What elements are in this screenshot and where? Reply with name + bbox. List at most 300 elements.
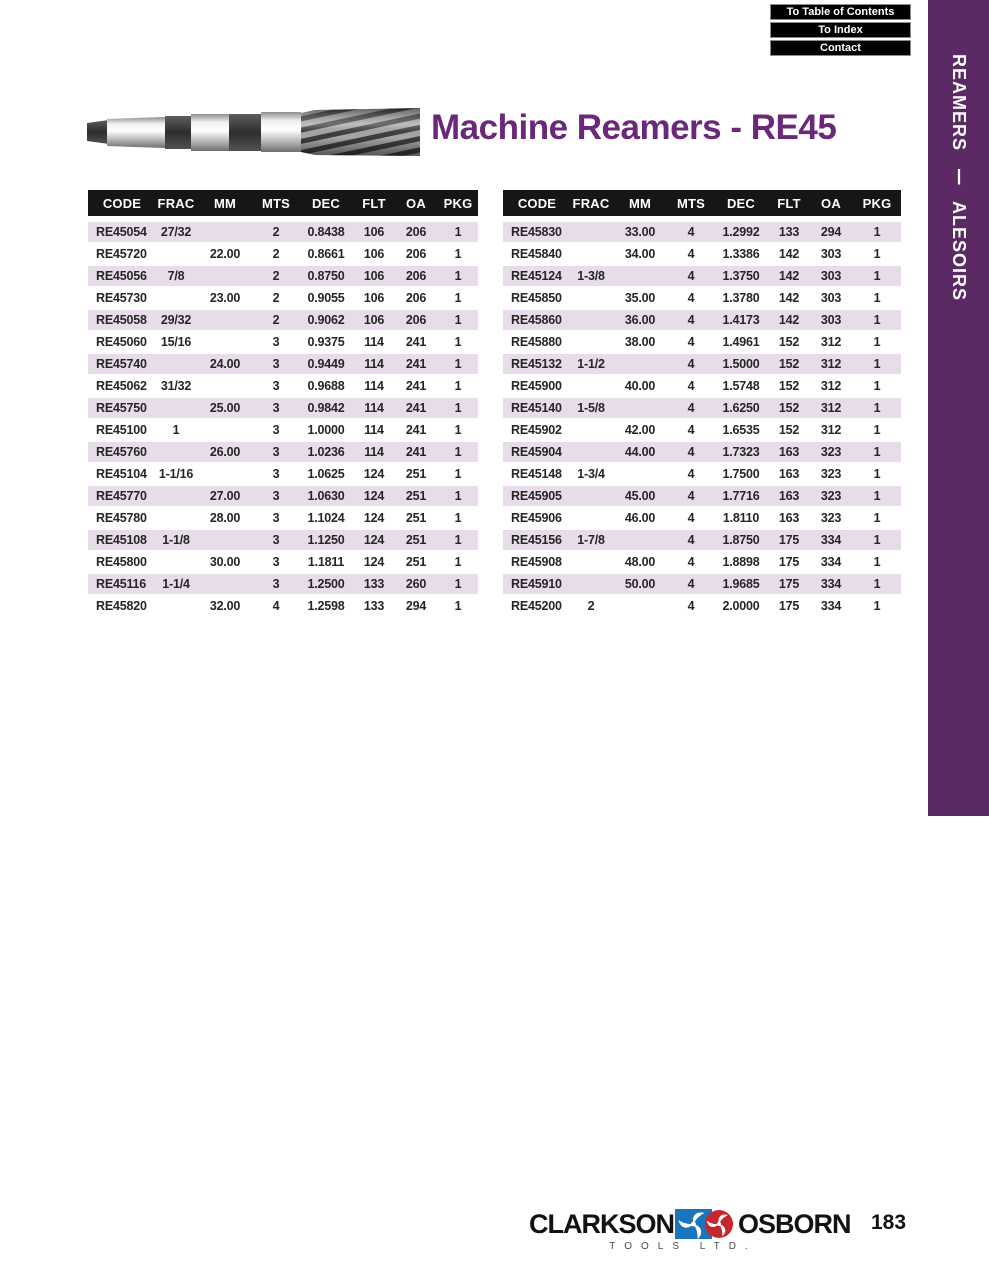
table-cell: 206 [405, 313, 427, 327]
page-title: Machine Reamers - RE45 [431, 108, 837, 147]
table-row [503, 442, 901, 464]
table-cell: 142 [778, 291, 800, 305]
table-row [88, 486, 478, 508]
table-cell: 1.8898 [722, 555, 760, 569]
table-row [88, 266, 478, 288]
table-cell: 323 [820, 511, 842, 525]
table-cell: 106 [363, 225, 385, 239]
table-cell: 2 [272, 269, 280, 283]
table-cell: 4 [687, 247, 695, 261]
table-cell: RE45108 [96, 533, 147, 547]
table-cell: 1.1811 [307, 555, 345, 569]
table-cell: 1.0236 [307, 445, 345, 459]
table-cell: 1 [454, 423, 462, 437]
table-cell: 1.5000 [722, 357, 760, 371]
table-cell: 142 [778, 313, 800, 327]
table-row [503, 332, 901, 354]
reamer-table-right [503, 190, 901, 618]
table-cell: 114 [364, 401, 384, 415]
table-cell: 1 [454, 555, 462, 569]
table-cell: 1 [454, 247, 462, 261]
table-cell: 1 [454, 511, 462, 525]
column-header-flt: FLT [362, 195, 386, 211]
table-cell: 1.4173 [722, 313, 760, 327]
table-cell: 29/32 [160, 313, 192, 327]
table-cell: 334 [820, 555, 842, 569]
table-cell: 312 [820, 379, 842, 393]
table-cell: 114 [364, 445, 384, 459]
table-cell: 152 [778, 379, 800, 393]
table-row [88, 508, 478, 530]
column-header-mts: MTS [676, 195, 706, 211]
table-cell: 4 [687, 401, 695, 415]
table-cell: 1 [873, 489, 881, 503]
table-cell: 142 [778, 247, 800, 261]
table-cell: 1 [454, 291, 462, 305]
table-cell: 0.8750 [307, 269, 345, 283]
table-cell: 26.00 [209, 445, 241, 459]
table-cell: 163 [778, 511, 800, 525]
table-cell: RE45132 [511, 357, 562, 371]
table-cell: 1.1024 [307, 511, 345, 525]
table-cell: 22.00 [209, 247, 241, 261]
table-cell: 4 [687, 489, 695, 503]
table-cell: RE45910 [511, 577, 562, 591]
table-cell: 124 [363, 467, 385, 481]
table-cell: 0.8661 [307, 247, 345, 261]
table-cell: 1.3750 [722, 269, 760, 283]
table-cell: 0.9062 [307, 313, 345, 327]
machine-reamer-photo [85, 106, 420, 158]
table-cell: 175 [778, 533, 800, 547]
table-cell: 1 [873, 555, 881, 569]
table-row [503, 398, 901, 420]
table-cell: 323 [820, 467, 842, 481]
table-row [503, 244, 901, 266]
column-header-pkg: PKG [443, 195, 473, 211]
table-cell: 1 [873, 577, 881, 591]
table-cell: 44.00 [624, 445, 656, 459]
table-row [503, 222, 901, 244]
table-row [503, 420, 901, 442]
table-cell: 1 [873, 599, 881, 613]
column-header-pkg: PKG [862, 195, 892, 211]
table-cell: 175 [778, 577, 800, 591]
table-cell: 142 [778, 269, 800, 283]
table-cell: 1 [873, 225, 881, 239]
to-table-of-contents-button[interactable]: To Table of Contents [770, 4, 911, 20]
table-cell: 251 [405, 533, 427, 547]
table-cell: 3 [272, 555, 280, 569]
table-cell: RE45200 [511, 599, 562, 613]
column-header-frac: FRAC [572, 195, 610, 211]
table-cell: RE45800 [96, 555, 147, 569]
column-header-code: CODE [102, 195, 142, 211]
table-cell: 1.2598 [307, 599, 345, 613]
table-cell: 260 [405, 577, 427, 591]
table-cell: 4 [687, 269, 695, 283]
table-cell: RE45116 [96, 577, 147, 591]
table-cell: 114 [364, 379, 384, 393]
table-cell: RE45840 [511, 247, 562, 261]
table-cell: 106 [363, 291, 385, 305]
table-cell: 206 [405, 291, 427, 305]
page-number: 183 [871, 1211, 907, 1234]
section-label-french: ALESOIRS [949, 201, 969, 302]
table-cell: RE45902 [511, 423, 562, 437]
table-cell: 1 [873, 401, 881, 415]
table-cell: 36.00 [624, 313, 656, 327]
table-cell: 294 [405, 599, 427, 613]
table-cell: 241 [405, 401, 427, 415]
table-cell: 251 [405, 489, 427, 503]
table-header [88, 190, 478, 216]
brand-logo-row [529, 1207, 851, 1241]
table-cell: 175 [778, 599, 800, 613]
table-cell: 42.00 [624, 423, 656, 437]
table-cell: 241 [405, 445, 427, 459]
table-cell: 241 [405, 335, 427, 349]
table-cell: 163 [778, 467, 800, 481]
table-cell: 4 [687, 467, 695, 481]
brand-subtitle: TOOLS LTD. [609, 1241, 757, 1252]
table-cell: 312 [820, 335, 842, 349]
table-cell: 1 [873, 467, 881, 481]
table-cell: 334 [820, 577, 842, 591]
table-cell: RE45054 [96, 225, 147, 239]
table-row [88, 398, 478, 420]
table-cell: 251 [405, 555, 427, 569]
table-cell: 1 [454, 379, 462, 393]
table-cell: 1.0000 [307, 423, 345, 437]
column-header-mts: MTS [261, 195, 291, 211]
table-cell: 4 [687, 357, 695, 371]
table-cell: 38.00 [624, 335, 656, 349]
table-cell: 4 [272, 599, 280, 613]
table-cell: 4 [687, 511, 695, 525]
table-row [88, 354, 478, 376]
table-row [503, 530, 901, 552]
table-cell: 106 [363, 313, 385, 327]
table-cell: 1 [454, 335, 462, 349]
table-cell: 152 [778, 335, 800, 349]
table-cell: 124 [363, 533, 385, 547]
table-row [503, 464, 901, 486]
table-cell: RE45850 [511, 291, 562, 305]
table-cell: RE45860 [511, 313, 562, 327]
table-cell: 1-1/4 [162, 577, 190, 591]
table-cell: 1.0625 [307, 467, 345, 481]
table-cell: RE45140 [511, 401, 562, 415]
table-cell: 1 [873, 423, 881, 437]
table-cell: 1 [873, 357, 881, 371]
table-cell: 1.8110 [722, 511, 760, 525]
table-cell: 163 [778, 489, 800, 503]
table-cell: 40.00 [624, 379, 656, 393]
table-cell: RE45100 [96, 423, 147, 437]
clarkson-osborn-pinwheel-logo-icon [675, 1207, 737, 1241]
table-cell: 152 [778, 357, 800, 371]
table-cell: 35.00 [624, 291, 656, 305]
table-cell: RE45156 [511, 533, 562, 547]
column-header-flt: FLT [777, 195, 801, 211]
table-cell: 0.9842 [307, 401, 345, 415]
table-cell: RE45104 [96, 467, 147, 481]
table-cell: 23.00 [209, 291, 241, 305]
table-cell: 133 [363, 577, 385, 591]
section-tab [928, 0, 989, 816]
table-cell: 4 [687, 445, 695, 459]
table-cell: 1.2500 [307, 577, 345, 591]
table-cell: 1 [454, 577, 462, 591]
table-cell: 1.3386 [722, 247, 760, 261]
table-row [88, 222, 478, 244]
table-cell: 1 [454, 269, 462, 283]
table-cell: 3 [272, 489, 280, 503]
table-cell: 1-5/8 [577, 401, 605, 415]
table-cell: 124 [363, 555, 385, 569]
table-row [88, 310, 478, 332]
table-cell: 1 [454, 357, 462, 371]
table-row [503, 486, 901, 508]
table-cell: 1-7/8 [577, 533, 605, 547]
table-cell: 206 [405, 269, 427, 283]
brand-name-osborn: OSBORN [738, 1208, 851, 1239]
table-header [503, 190, 901, 216]
table-body [503, 222, 901, 618]
table-cell: 1 [873, 511, 881, 525]
table-cell: 312 [820, 423, 842, 437]
table-cell: 114 [364, 335, 384, 349]
table-cell: 3 [272, 445, 280, 459]
table-cell: 27/32 [160, 225, 192, 239]
table-cell: 3 [272, 335, 280, 349]
table-cell: 323 [820, 445, 842, 459]
table-cell: 1 [873, 269, 881, 283]
table-cell: RE45720 [96, 247, 147, 261]
table-cell: 34.00 [624, 247, 656, 261]
table-cell: RE45830 [511, 225, 562, 239]
table-body [88, 222, 478, 618]
table-cell: 15/16 [160, 335, 192, 349]
table-cell: RE45056 [96, 269, 147, 283]
table-cell: 1-1/8 [162, 533, 190, 547]
column-header-mm: MM [213, 195, 237, 211]
table-row [88, 288, 478, 310]
table-cell: 4 [687, 599, 695, 613]
reamer-table-left [88, 190, 478, 618]
table-cell: 1.3780 [722, 291, 760, 305]
table-cell: RE45730 [96, 291, 147, 305]
table-cell: 48.00 [624, 555, 656, 569]
pdf-nav-buttons [770, 4, 911, 58]
table-cell: 334 [820, 599, 842, 613]
table-cell: 31/32 [160, 379, 192, 393]
table-cell: 3 [272, 401, 280, 415]
table-cell: 1.0630 [307, 489, 345, 503]
table-cell: 1 [873, 247, 881, 261]
table-cell: 124 [363, 489, 385, 503]
table-row [503, 596, 901, 618]
table-cell: 2 [272, 313, 280, 327]
table-cell: 106 [363, 269, 385, 283]
table-cell: 4 [687, 555, 695, 569]
table-cell: 206 [405, 225, 427, 239]
table-cell: 1.6250 [722, 401, 760, 415]
table-row [88, 244, 478, 266]
table-cell: 1-3/8 [577, 269, 605, 283]
table-cell: 50.00 [624, 577, 656, 591]
table-cell: RE45148 [511, 467, 562, 481]
table-cell: 27.00 [209, 489, 241, 503]
table-row [503, 574, 901, 596]
table-cell: 3 [272, 577, 280, 591]
table-cell: 303 [820, 269, 842, 283]
table-cell: 303 [820, 247, 842, 261]
table-row [503, 266, 901, 288]
table-cell: 1 [873, 291, 881, 305]
table-cell: 114 [364, 423, 384, 437]
column-header-code: CODE [517, 195, 557, 211]
table-cell: 106 [363, 247, 385, 261]
to-index-button[interactable]: To Index [770, 22, 911, 38]
table-cell: RE45900 [511, 379, 562, 393]
table-cell: 1 [454, 489, 462, 503]
table-cell: 1.4961 [722, 335, 760, 349]
table-cell: 28.00 [209, 511, 241, 525]
table-row [88, 552, 478, 574]
table-cell: RE45905 [511, 489, 562, 503]
table-cell: 1.8750 [722, 533, 760, 547]
column-header-oa: OA [406, 195, 426, 211]
table-cell: 124 [363, 511, 385, 525]
table-cell: 3 [272, 467, 280, 481]
table-cell: RE45058 [96, 313, 147, 327]
table-cell: 1 [454, 401, 462, 415]
table-cell: 2 [587, 599, 595, 613]
column-header-frac: FRAC [157, 195, 195, 211]
table-cell: 45.00 [624, 489, 656, 503]
table-cell: 3 [272, 511, 280, 525]
table-cell: 0.9055 [307, 291, 345, 305]
table-cell: 241 [405, 423, 427, 437]
table-row [503, 552, 901, 574]
table-row [503, 376, 901, 398]
table-cell: 1 [873, 445, 881, 459]
table-cell: 2.0000 [722, 599, 760, 613]
table-cell: 46.00 [624, 511, 656, 525]
table-row [88, 376, 478, 398]
table-cell: 1 [454, 225, 462, 239]
table-cell: RE45880 [511, 335, 562, 349]
table-cell: 2 [272, 247, 280, 261]
table-cell: 1 [454, 467, 462, 481]
table-row [503, 310, 901, 332]
table-cell: 4 [687, 379, 695, 393]
table-cell: RE45750 [96, 401, 147, 415]
table-cell: 133 [363, 599, 385, 613]
table-row [503, 354, 901, 376]
column-header-mm: MM [628, 195, 652, 211]
table-cell: 1 [454, 313, 462, 327]
table-cell: 4 [687, 335, 695, 349]
table-cell: 2 [272, 291, 280, 305]
table-cell: 4 [687, 291, 695, 305]
table-cell: 1.5748 [722, 379, 760, 393]
section-label-separator: | [949, 166, 969, 187]
table-cell: 3 [272, 423, 280, 437]
table-row [88, 596, 478, 618]
table-cell: 1.7716 [722, 489, 760, 503]
table-row [503, 288, 901, 310]
table-cell: 251 [405, 511, 427, 525]
table-cell: 3 [272, 357, 280, 371]
column-header-oa: OA [821, 195, 841, 211]
table-cell: 1.2992 [722, 225, 760, 239]
table-cell: 4 [687, 577, 695, 591]
table-cell: 1 [873, 313, 881, 327]
table-cell: 1-3/4 [577, 467, 605, 481]
table-cell: 241 [405, 357, 427, 371]
table-cell: 1 [172, 423, 180, 437]
table-cell: 0.9375 [307, 335, 345, 349]
table-row [88, 530, 478, 552]
table-cell: RE45820 [96, 599, 147, 613]
table-cell: RE45062 [96, 379, 147, 393]
table-cell: 1.1250 [307, 533, 345, 547]
table-cell: 2 [272, 225, 280, 239]
table-cell: 33.00 [624, 225, 656, 239]
table-cell: 133 [778, 225, 800, 239]
table-cell: 1 [454, 533, 462, 547]
table-cell: 312 [820, 357, 842, 371]
table-cell: RE45740 [96, 357, 147, 371]
column-header-dec: DEC [726, 195, 756, 211]
table-cell: 30.00 [209, 555, 241, 569]
table-cell: 1.7500 [722, 467, 760, 481]
table-cell: 4 [687, 533, 695, 547]
table-cell: 1-1/2 [577, 357, 605, 371]
table-cell: RE45760 [96, 445, 147, 459]
contact-button[interactable]: Contact [770, 40, 911, 56]
table-cell: 303 [820, 313, 842, 327]
table-cell: 0.9688 [307, 379, 345, 393]
table-cell: 1 [454, 445, 462, 459]
brand-name-clarkson: CLARKSON [529, 1208, 674, 1239]
table-cell: RE45780 [96, 511, 147, 525]
table-row [88, 574, 478, 596]
table-cell: 3 [272, 379, 280, 393]
table-cell: 3 [272, 533, 280, 547]
table-cell: 1-1/16 [158, 467, 194, 481]
table-cell: 24.00 [209, 357, 241, 371]
table-cell: RE45124 [511, 269, 562, 283]
section-label-english: REAMERS [949, 54, 969, 152]
table-cell: 1.9685 [722, 577, 760, 591]
table-cell: 0.8438 [307, 225, 345, 239]
table-row [88, 464, 478, 486]
table-cell: 25.00 [209, 401, 241, 415]
table-cell: 114 [364, 357, 384, 371]
table-cell: 32.00 [209, 599, 241, 613]
table-cell: 334 [820, 533, 842, 547]
table-cell: 163 [778, 445, 800, 459]
table-cell: 152 [778, 401, 800, 415]
table-cell: 4 [687, 423, 695, 437]
table-row [88, 442, 478, 464]
table-cell: RE45908 [511, 555, 562, 569]
table-cell: 7/8 [167, 269, 185, 283]
